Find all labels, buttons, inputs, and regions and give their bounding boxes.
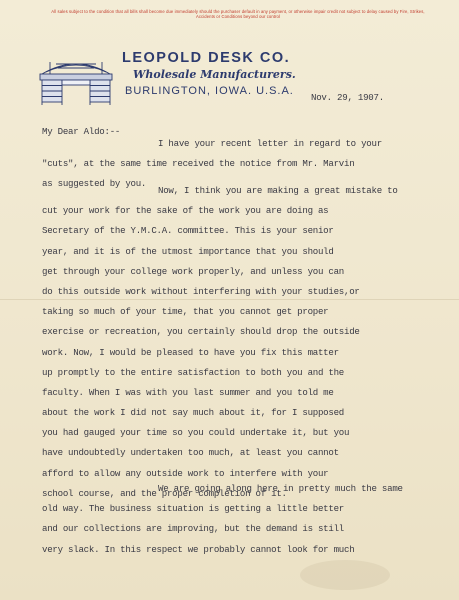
text-line: up promptly to the entire satisfaction to both you and the [42, 366, 345, 378]
text-line: We are going along here in pretty much the same [158, 483, 403, 494]
paper-stain [300, 560, 390, 590]
text-line: year, and it is of the utmost importance that you should [42, 245, 334, 257]
text-line: faculty. When I was with you last summer and you told me [42, 386, 334, 398]
letter-salutation: My Dear Aldo:-- [42, 126, 121, 137]
company-name: LEOPOLD DESK CO. [122, 50, 291, 66]
text-line: have undoubtedly undertaken too much, at least you cannot [42, 447, 339, 459]
text-line: school course, and the proper completion of it. [42, 487, 287, 499]
text-line: about the work I did not say much about it, for I supposed [42, 407, 345, 419]
roll-top-desk-icon [36, 50, 116, 106]
letter-date: Nov. 29, 1907. [311, 92, 384, 103]
letter-paragraph-2 [42, 181, 398, 504]
text-line: and our collections are improving, but the demand is still [42, 523, 345, 535]
text-line: very slack. In this respect we probably cannot look for much [42, 543, 355, 555]
text-line: work. Now, I would be pleased to have you fix this matter [42, 346, 339, 358]
text-line: Secretary of the Y.M.C.A. committee. This is your senior [42, 225, 334, 237]
text-line: taking so much of your time, that you cannot get proper [42, 306, 329, 318]
text-line: afford to allow any outside work to interfere with your [42, 467, 329, 479]
text-line: I have your recent letter in regard to your [158, 138, 382, 149]
company-tagline: Wholesale Manufacturers. [133, 68, 296, 81]
text-line: you had gauged your time so you could undertake it, but you [42, 427, 350, 439]
text-line: "cuts", at the same time received the notice from Mr. Marvin [42, 158, 355, 170]
text-line: old way. The business situation is getting a little better [42, 503, 345, 515]
letterhead-disclaimer: All sales subject to the condition that all bills shall become due immediately should the purchaser default in any payment, or otherwise impair credit not subject to delay caused by Fire, Strikes, Accidents or Conditions beyond our control [51, 9, 425, 20]
text-line: cut your work for the sake of the work you are doing as [42, 205, 329, 217]
text-line: as suggested by you. [42, 178, 147, 190]
text-line: exercise or recreation, you certainly should drop the outside [42, 326, 360, 338]
company-address: BURLINGTON, IOWA. U.S.A. [125, 85, 294, 97]
text-line: Now, I think you are making a great mistake to [158, 185, 398, 196]
text-line: do this outside work without interfering with your studies,or [42, 285, 360, 297]
letter-paragraph-3 [42, 479, 403, 560]
text-line: get through your college work properly, and unless you can [42, 265, 345, 277]
